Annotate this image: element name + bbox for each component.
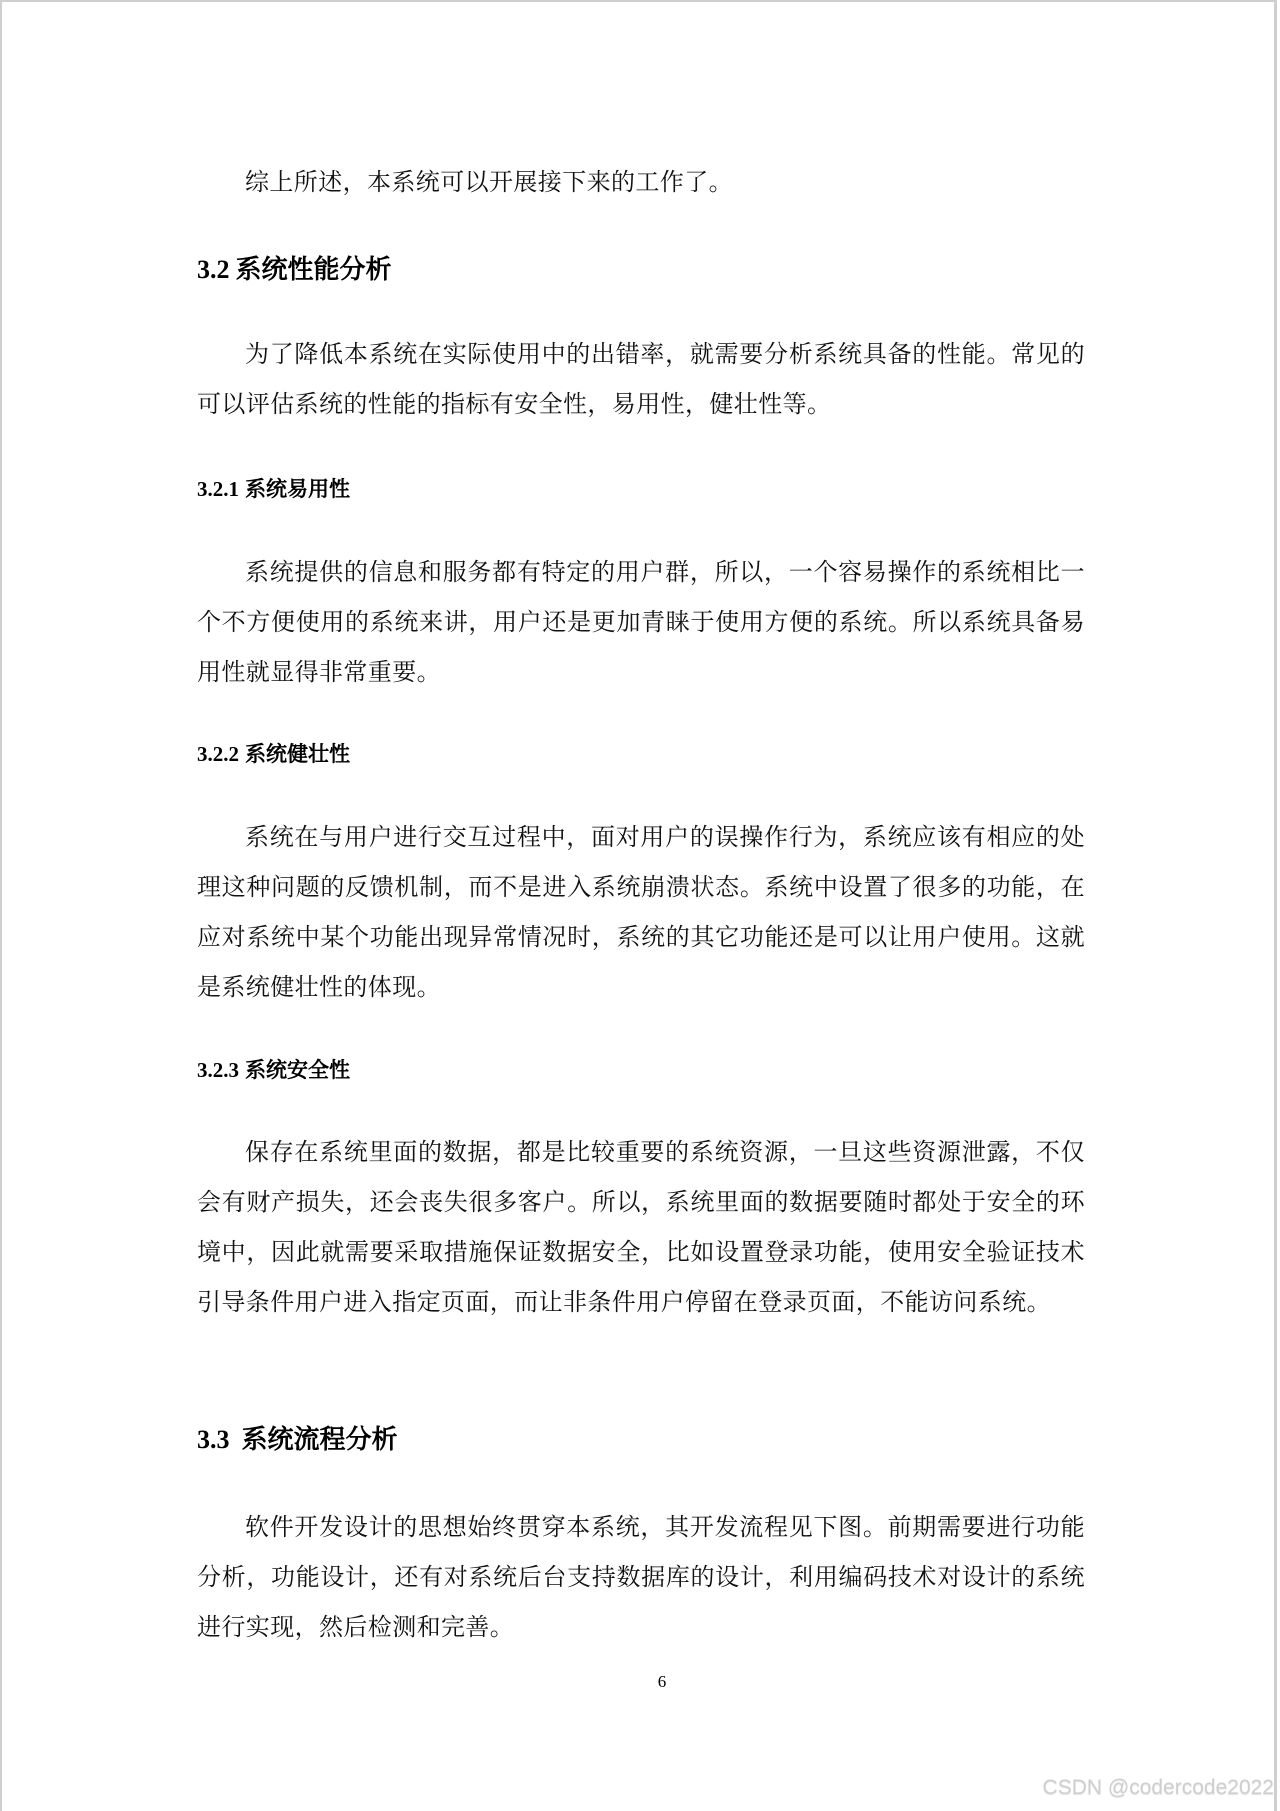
paragraph-security: 保存在系统里面的数据，都是比较重要的系统资源，一旦这些资源泄露，不仅会有财产损失，还会丧失很多客户。所以，系统里面的数据要随时都处于安全的环境中，因此就需要采取措施保证数据安全，比如设置登录功能，使用安全验证技术引导条件用户进入指定页面，而让非条件用户停留在登录页面，不能访问系统。 [197,1138,1085,1316]
heading-3-2-1 [197,471,1085,507]
paragraph-process: 软件开发设计的思想始终贯穿本系统，其开发流程见下图。前期需要进行功能分析，功能设计，还有对系统后台支持数据库的设计，利用编码技术对设计的系统进行实现，然后检测和完善。 [197,1513,1085,1641]
paragraph-conclusion: 综上所述，本系统可以开展接下来的工作了。 [245,168,733,196]
heading-number: 3.3 [197,1425,230,1454]
paragraph-usability: 系统提供的信息和服务都有特定的用户群，所以，一个容易操作的系统相比一个不方便使用的系统来讲，用户还是更加青睐于使用方便的系统。所以系统具备易用性就显得非常重要。 [197,558,1085,686]
heading-3-2-3 [197,1052,1085,1088]
page-number: 6 [657,1672,667,1691]
heading-number: 3.2.3 [197,1058,239,1082]
paragraph-robustness: 系统在与用户进行交互过程中，面对用户的误操作行为，系统应该有相应的处理这种问题的反馈机制，而不是进入系统崩溃状态。系统中设置了很多的功能，在应对系统中某个功能出现异常情况时，系统的其它功能还是可以让用户使用。这就是系统健壮性的体现。 [197,823,1085,1001]
heading-title: 系统流程分析 [241,1425,398,1455]
watermark: CSDN @codercode2022 [1042,1776,1274,1799]
heading-title: 系统健壮性 [245,742,350,766]
heading-3-2-2 [197,736,1085,772]
paragraph-performance-intro: 为了降低本系统在实际使用中的出错率，就需要分析系统具备的性能。常见的可以评估系统的性能的指标有安全性，易用性，健壮性等。 [197,340,1085,418]
heading-3-2 [197,250,1085,290]
heading-title: 系统安全性 [245,1058,350,1082]
heading-title: 系统性能分析 [235,255,392,285]
heading-3-3 [197,1420,1085,1460]
heading-title: 系统易用性 [245,477,350,501]
heading-number: 3.2 [197,255,230,284]
heading-number: 3.2.1 [197,477,239,501]
heading-number: 3.2.2 [197,742,239,766]
